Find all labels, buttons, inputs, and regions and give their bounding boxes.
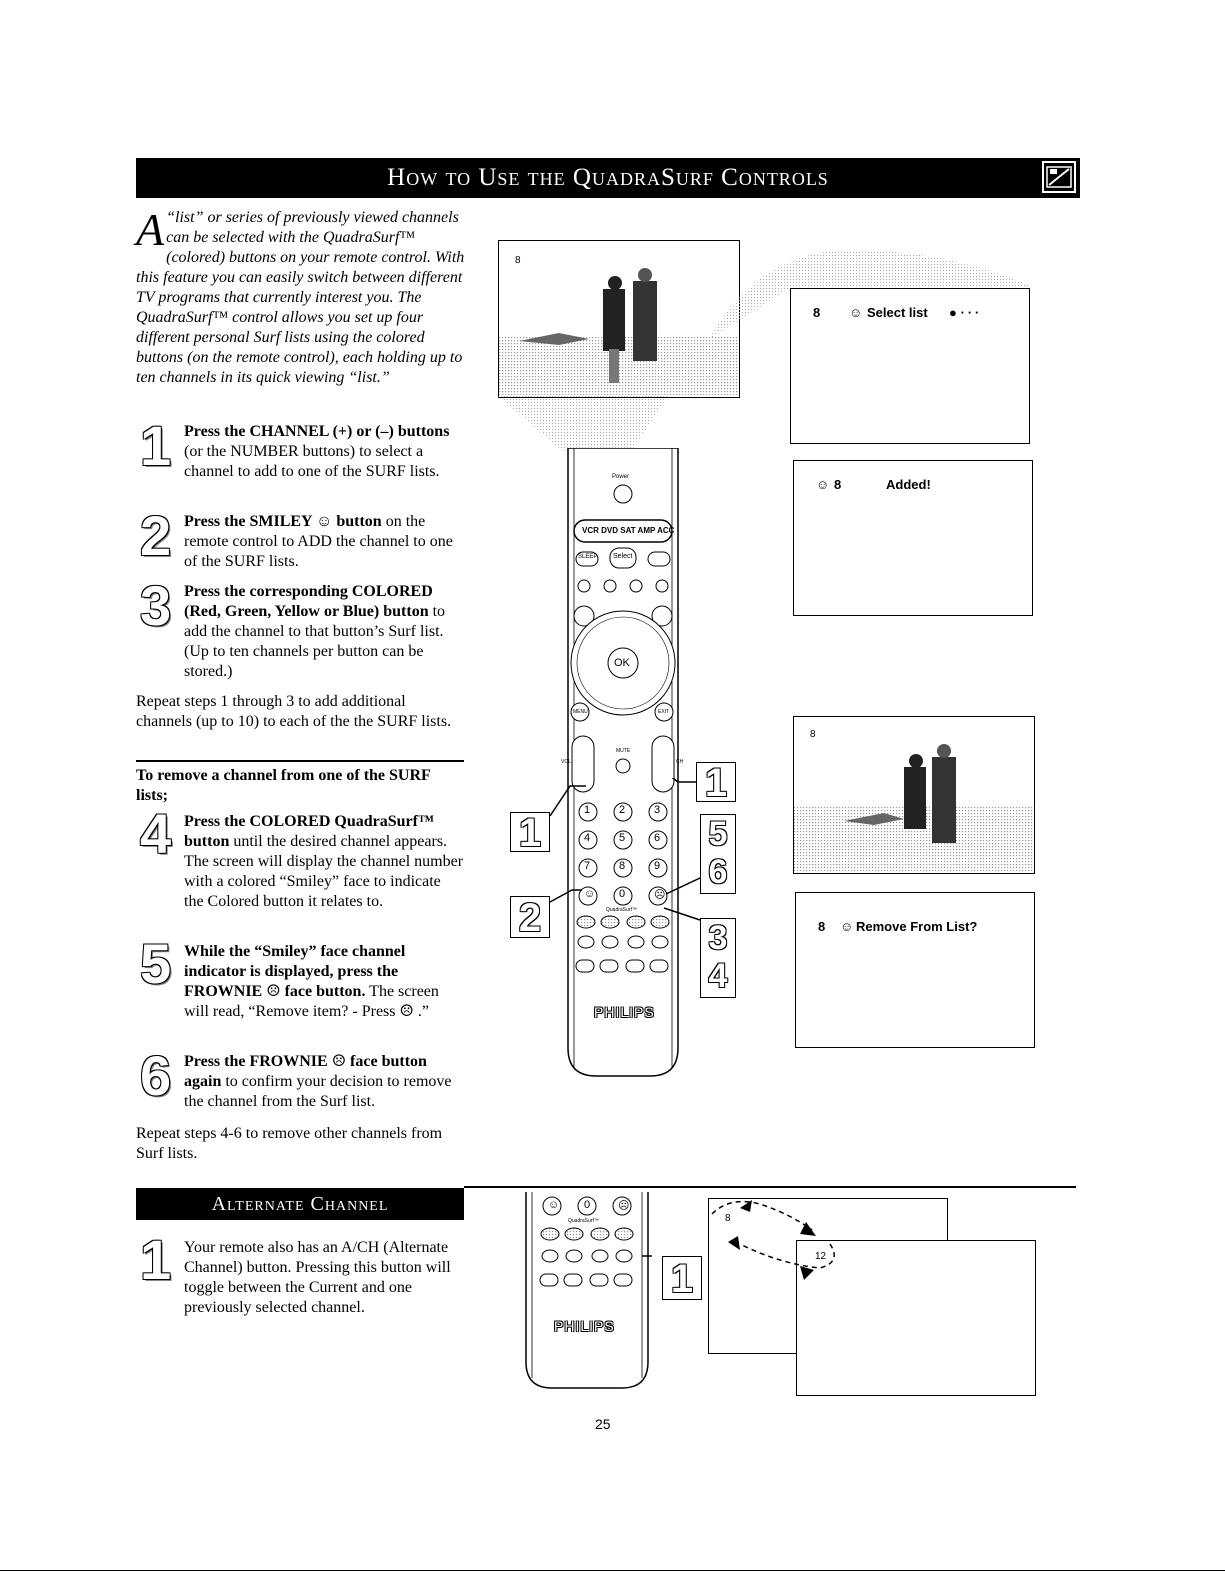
step-3-text [184,582,464,682]
digit-button[interactable]: 6 [654,832,661,844]
smiley-icon: ☺ [840,919,854,934]
repeat-add-text: Repeat steps 1 through 3 to add additional channels (up to 10) to each of the the SURF lists. [136,693,452,730]
alternate-channel-title: Alternate Channel [211,1193,389,1215]
tv-screen-picture-2 [793,716,1035,874]
step-number-6: 6 [140,1044,172,1107]
callout-step-3-4: 3 4 [700,918,736,998]
step-2-text [184,512,464,572]
mode-label[interactable]: VCR DVD SAT AMP ACC [582,526,675,535]
step-1-rest: (or the NUMBER buttons) to select a channel to add to one of the SURF lists. [184,443,440,480]
alt-channel-b: 12 [815,1251,827,1262]
page-number: 25 [595,1416,611,1432]
tv-channel-number: 8 [515,255,521,266]
digit-button[interactable]: ☺ [584,888,596,900]
frownie-button[interactable]: ☹ [618,1200,630,1212]
callout-step-1-left: 1 [510,812,550,852]
digit-button[interactable]: 1 [584,804,591,816]
callout-leader-lines [548,778,708,938]
sleep-button[interactable]: SLEEP [578,554,598,560]
osd-added-channel: 8 [834,477,842,492]
ch-label: CH [676,759,684,765]
osd-added-label: Added! [886,477,931,492]
callout-step-5-6: 5 6 [700,814,736,894]
osd-select-channel: 8 [813,305,821,320]
step-number-4: 4 [140,802,172,865]
step-5-rest: The screen will read, “Remove item? - Press ☹ .” [184,983,439,1020]
digit-button[interactable]: 4 [584,832,591,844]
alt-step-text: Your remote also has an A/CH (Alternate Channel) button. Pressing this button will toggle between the Current and one previously selected channel. [184,1239,451,1316]
digit-button[interactable]: 3 [654,804,661,816]
remove-heading: To remove a channel from one of the SURF lists; [136,760,464,806]
step-2-rest: on the remote control to ADD the channel to one of the SURF lists. [184,513,453,570]
step-1-bold: Press the CHANNEL (+) or (–) buttons [184,423,450,440]
smiley-icon: ☺ [816,477,830,492]
remote-body [560,448,686,1078]
step-number-5: 5 [140,932,172,995]
step-3-rest: to add the channel to that button’s Surf list. (Up to ten channels per button can be stored.) [184,603,446,680]
step-6-rest: to confirm your decision to remove the channel from the Surf list. [184,1073,452,1110]
section-title: How to Use the QuadraSurf Controls [387,164,829,191]
repeat-remove-text: Repeat steps 4-6 to remove other channels from Surf lists. [136,1125,443,1162]
remote-icon [1042,161,1076,193]
tv-channel-number-2: 8 [810,729,816,740]
callout-step-2: 2 [510,896,550,938]
digit-button[interactable]: ☹ [654,889,666,901]
step-5-text [184,942,464,1022]
remote-control [560,448,686,1078]
osd-select-label: Select list [867,305,928,320]
drop-cap: A [136,204,165,255]
alt-channel-a: 8 [725,1213,731,1224]
tv-picture-image-2 [794,717,1034,873]
digit-button[interactable]: 0 [619,888,626,900]
callout-step-1-right: 1 [696,762,736,802]
quadrasurf-label: QuadraSurf™ [606,907,637,913]
brand-logo: PHILIPS [594,1004,655,1020]
osd-remove-label: Remove From List? [856,919,978,934]
vol-label: VOL [561,759,572,765]
brand-logo-bottom: PHILIPS [554,1318,615,1334]
smiley-icon: ☺ [849,305,863,320]
section-title-banner [136,158,1080,198]
step-number-2: 2 [140,504,172,567]
page-bottom-rule [0,1570,1225,1571]
step-4-rest: until the desired channel appears. The screen will display the channel number with a colored “Smiley” face to indicate the Colored button it relates to. [184,833,464,910]
exit-button[interactable]: EXIT [658,709,670,715]
remote-control-bottom [522,1192,652,1392]
alternate-channel-banner [136,1188,464,1220]
digit-button[interactable]: 9 [654,860,661,872]
select-button[interactable]: Select [613,553,633,560]
quadrasurf-label-bottom: QuadraSurf™ [568,1218,599,1224]
power-label: Power [612,474,630,480]
intro-paragraph [136,204,466,388]
step-5-bold: While the “Smiley” face channel indicator is displayed, press the FROWNIE ☹ face button. [184,943,406,1000]
step-4-bold: Press the COLORED QuadraSurf™ button [184,813,434,850]
osd-remove-channel: 8 [818,919,826,934]
alt-step-number: 1 [140,1228,172,1291]
digit-button[interactable]: 5 [619,832,626,844]
intro-text: “list” or series of previously viewed channels can be selected with the QuadraSurf™ (colored) buttons on your remote control. With this feature you can easily switch between different TV programs that currently interest you. The QuadraSurf™ control allows you set up four different personal Surf lists using the colored buttons (on the remote control), each holding up to ten channels in its quick viewing “list.” [136,209,465,386]
smiley-button[interactable]: ☺ [548,1199,560,1211]
step-6-text [184,1052,464,1112]
step-6-bold: Press the FROWNIE ☹ face button again [184,1053,427,1090]
step-2-bold: Press the SMILEY ☺ button [184,513,382,530]
digit-0-button[interactable]: 0 [584,1199,591,1211]
toggle-arrows-icon [700,1196,850,1282]
digit-button[interactable]: 7 [584,860,591,872]
step-4-text [184,812,464,912]
callout-alt-step-1: 1 [662,1256,702,1300]
mute-button[interactable]: MUTE [616,748,631,754]
menu-button[interactable]: MENU [573,709,588,715]
step-3-bold: Press the corresponding COLORED (Red, Green, Yellow or Blue) button [184,583,433,620]
digit-button[interactable]: 8 [619,860,626,872]
digit-button[interactable]: 2 [619,804,626,816]
step-number-3: 3 [140,574,172,637]
osd-select-list-screen [790,288,1030,444]
alternate-channel-rule [464,1186,1076,1188]
step-1-text [184,422,464,482]
step-number-1: 1 [140,414,172,477]
osd-list-dots: ● ∙ ∙ ∙ [949,305,979,320]
osd-remove-screen [795,892,1035,1048]
osd-added-screen [793,460,1033,616]
ok-button[interactable]: OK [614,657,630,669]
